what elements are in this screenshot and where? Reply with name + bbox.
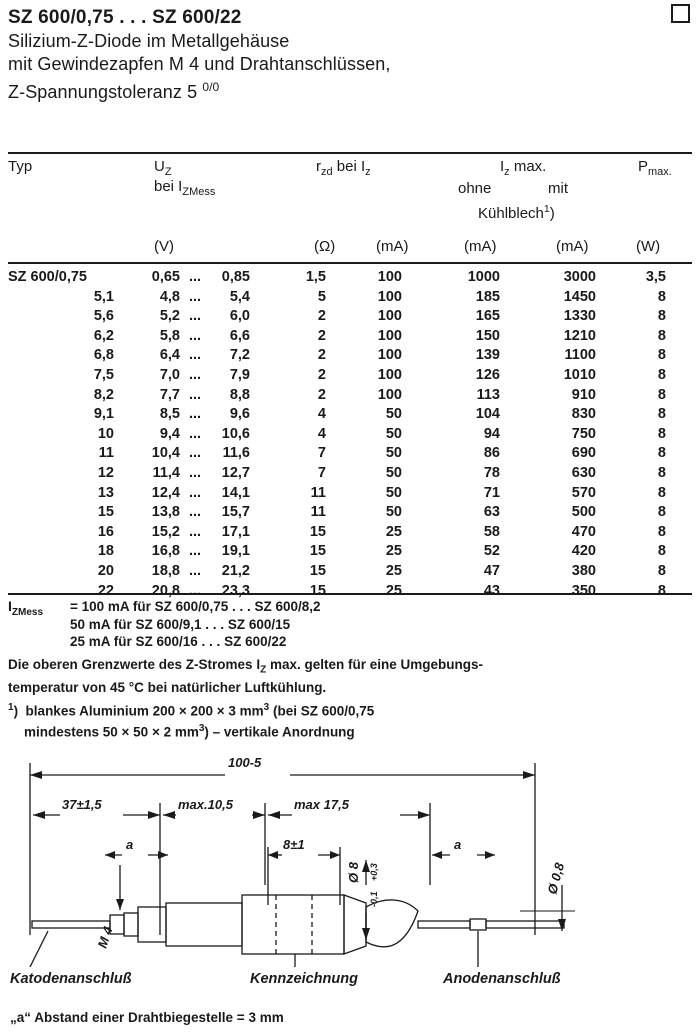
cell-uz-max: 7,2 [229, 347, 250, 364]
cell-pmax: 8 [657, 288, 666, 305]
cell-iz-ohne: 104 [475, 406, 500, 423]
cell-iz-mit: 500 [571, 504, 596, 521]
specification-table [8, 156, 692, 260]
tolerance-text: Z-Spannungstoleranz 5 [8, 82, 203, 102]
cell-uz-max: 9,6 [229, 406, 250, 423]
table-row [8, 503, 692, 523]
cell-iz-mit: 1100 [564, 347, 596, 364]
cell-pmax: 8 [657, 582, 666, 599]
cell-iz-ohne: 71 [483, 484, 500, 501]
cell-iz-ohne: 139 [475, 347, 500, 364]
dim-dia8-label: Ø 8 [346, 862, 361, 883]
dim-dia08-label: Ø 0,8 [544, 861, 568, 896]
cell-iz: 50 [385, 464, 402, 481]
cell-iz-ohne: 150 [475, 327, 500, 344]
cell-uz-min: 12,4 [151, 484, 180, 501]
cell-typ: 9,1 [93, 406, 114, 423]
cell-dots: ... [188, 464, 202, 481]
cell-uz-max: 23,3 [221, 582, 250, 599]
unit-ohm: (Ω) [314, 238, 336, 255]
subtitle-line-1: Silizium-Z-Diode im Metallgehäuse [8, 31, 290, 51]
header-rzd: $r_{zd}$ bei $I_z$ [316, 158, 371, 178]
dim-left-label: 37±1,5 [62, 797, 102, 812]
cell-pmax: 8 [657, 386, 666, 403]
cell-rzd: 4 [317, 406, 326, 423]
cell-iz: 50 [385, 445, 402, 462]
cell-uz-max: 7,9 [229, 366, 250, 383]
cell-uz-max: 10,6 [221, 425, 250, 442]
leader-katode [30, 931, 48, 967]
table-row [8, 484, 692, 504]
cell-iz-mit: 750 [571, 425, 596, 442]
cell-uz-min: 4,8 [159, 288, 180, 305]
table-row [8, 425, 692, 445]
table-row [8, 464, 692, 484]
footnote-1-line-1: $^1$) blankes Aluminium 200 × 200 × 3 $mm^3$ (bei SZ 600/0,75 [8, 702, 375, 719]
arrow-a-left-2 [158, 851, 168, 859]
cell-typ: SZ 600/0,75 [8, 269, 87, 285]
table-row [8, 405, 692, 425]
cell-iz-ohne: 113 [476, 386, 500, 403]
cell-rzd: 11 [310, 504, 326, 521]
table-row [8, 366, 692, 386]
cell-dots: ... [188, 269, 202, 285]
cell-pmax: 3,5 [645, 269, 666, 285]
unit-ma-mit: (mA) [556, 238, 589, 255]
cell-typ: 13 [97, 484, 114, 501]
arrow-8pm1-left [268, 851, 278, 859]
arrow-8pm1-right [330, 851, 340, 859]
cell-iz-ohne: 58 [483, 523, 500, 540]
arrow-175-left [268, 811, 280, 819]
body-taper [344, 895, 366, 954]
cell-uz-min: 16,8 [151, 543, 180, 560]
cell-iz-mit: 470 [571, 523, 596, 540]
cell-rzd: 2 [317, 347, 326, 364]
thread-stud [124, 913, 138, 936]
cell-uz-min: 15,2 [151, 523, 180, 540]
cell-rzd: 15 [309, 543, 326, 560]
cell-uz-max: 17,1 [221, 523, 250, 540]
arrow-105-left [163, 811, 175, 819]
cell-iz: 25 [385, 523, 402, 540]
note-temperature [8, 656, 692, 697]
cell-uz-min: 20,8 [151, 582, 180, 599]
cell-iz: 100 [377, 386, 402, 403]
cell-dots: ... [188, 523, 202, 540]
cell-rzd: 15 [309, 582, 326, 599]
dim-a-left-label: a [126, 837, 134, 852]
cell-iz: 100 [377, 327, 402, 344]
cell-rzd: 7 [317, 464, 326, 481]
cell-uz-min: 7,7 [159, 386, 180, 403]
header-typ: Typ [8, 158, 33, 175]
cell-iz: 25 [385, 543, 402, 560]
cell-uz-max: 15,7 [221, 504, 250, 521]
cell-rzd: 2 [317, 366, 326, 383]
unit-ma-ohne: (mA) [464, 238, 497, 255]
header-pmax: $P_{max.}$ [638, 158, 672, 178]
cell-iz-ohne: 94 [483, 425, 500, 442]
cell-pmax: 8 [657, 464, 666, 481]
izmess-line: 25 mA für SZ 600/16 . . . SZ 600/22 [70, 634, 287, 649]
izmess-values [70, 598, 692, 651]
cell-iz-mit: 1450 [563, 288, 596, 305]
cell-rzd: 15 [309, 523, 326, 540]
body-main [242, 895, 344, 954]
cell-iz: 100 [377, 269, 402, 285]
cell-uz-min: 0,65 [151, 269, 180, 285]
cell-uz-max: 8,8 [229, 386, 250, 403]
table-row [8, 542, 692, 562]
cell-pmax: 8 [657, 347, 666, 364]
cell-iz: 50 [385, 504, 402, 521]
table-row [8, 288, 692, 308]
cell-iz-ohne: 43 [483, 582, 500, 599]
cell-iz: 50 [385, 425, 402, 442]
unit-volt: (V) [154, 238, 174, 255]
cell-pmax: 8 [657, 308, 666, 325]
table-column-headers [8, 156, 692, 260]
cell-rzd: 5 [317, 288, 326, 305]
cell-pmax: 8 [657, 562, 666, 579]
cell-rzd: 15 [309, 562, 326, 579]
cell-typ: 6,8 [93, 347, 114, 364]
dimension-drawing [0, 735, 700, 1005]
cell-typ: 18 [97, 543, 114, 560]
cell-iz-ohne: 1000 [467, 269, 500, 285]
cell-iz-ohne: 126 [475, 366, 500, 383]
cell-uz-min: 5,2 [159, 308, 180, 325]
table-row [8, 444, 692, 464]
drawing-svg [0, 735, 700, 1005]
cell-iz-mit: 630 [571, 464, 596, 481]
arrow-a-left-1 [105, 851, 115, 859]
table-row [8, 562, 692, 582]
table-row [8, 307, 692, 327]
cell-iz-mit: 350 [571, 582, 596, 599]
cell-uz-min: 18,8 [151, 562, 180, 579]
note-temperature-line-1: Die oberen Grenzwerte des Z-Stromes $I_Z$ max. gelten für eine Umgebungs- [8, 656, 483, 676]
cell-uz-min: 13,8 [151, 504, 180, 521]
cell-dots: ... [188, 582, 202, 599]
label-kennzeichnung: Kennzeichnung [250, 971, 358, 987]
cell-rzd: 4 [317, 425, 326, 442]
cell-iz-ohne: 47 [483, 562, 500, 579]
label-anodenanschluss: Anodenanschluß [443, 971, 561, 987]
dim-dia8-tol-bot: -0,1 [369, 891, 379, 907]
cell-uz-min: 8,5 [159, 406, 180, 423]
cell-uz-max: 0,85 [221, 269, 250, 285]
subtitle-line-3 [8, 76, 692, 104]
cell-uz-max: 12,7 [221, 464, 250, 481]
table-row [8, 386, 692, 406]
cathode-lead [32, 921, 110, 928]
cell-uz-min: 6,4 [159, 347, 180, 364]
cell-dots: ... [188, 425, 202, 442]
footnote-1-line-2: mindestens 50 × 50 × 2 $mm^3$) – vertikale Anordnung [24, 723, 355, 740]
cell-dots: ... [188, 445, 202, 462]
cell-dots: ... [188, 366, 202, 383]
cell-uz-min: 5,8 [159, 327, 180, 344]
cell-typ: 10 [97, 425, 114, 442]
cell-iz: 100 [377, 347, 402, 364]
table-row [8, 327, 692, 347]
cell-dots: ... [188, 504, 202, 521]
header-iz-max: $I_z$ max. [500, 158, 547, 178]
cell-iz-mit: 1330 [563, 308, 596, 325]
cell-rzd: 2 [317, 308, 326, 325]
cell-pmax: 8 [657, 366, 666, 383]
note-temperature-line-2: temperatur von 45 °C bei natürlicher Luftkühlung. [8, 679, 327, 695]
unit-ma-rzd: (mA) [376, 238, 409, 255]
anode-lead-a [418, 921, 470, 928]
cell-iz: 100 [377, 308, 402, 325]
cell-uz-max: 14,1 [221, 484, 250, 501]
cell-iz: 50 [385, 484, 402, 501]
cell-iz-mit: 690 [571, 445, 596, 462]
cell-iz: 100 [377, 288, 402, 305]
header-uz: $U_Z$ [154, 158, 172, 178]
cell-iz-mit: 380 [571, 562, 596, 579]
tolerance-percent: 0/0 [202, 80, 220, 94]
notes-block [8, 598, 692, 741]
dim-max105-label: max.10,5 [178, 797, 233, 812]
cell-dots: ... [188, 327, 202, 344]
cell-dots: ... [188, 484, 202, 501]
arrow-105-right [253, 811, 265, 819]
cell-pmax: 8 [657, 504, 666, 521]
page-title: SZ 600/0,75 . . . SZ 600/22 [8, 7, 242, 28]
cell-iz-mit: 420 [571, 543, 596, 560]
cell-iz-mit: 3000 [563, 269, 596, 285]
table-row [8, 523, 692, 543]
drawing-caption: „a“ Abstand einer Drahtbiegestelle = 3 mm [10, 1010, 284, 1025]
cell-dots: ... [188, 406, 202, 423]
cell-pmax: 8 [657, 543, 666, 560]
cell-uz-max: 21,2 [221, 562, 250, 579]
cell-iz: 25 [385, 562, 402, 579]
cell-uz-max: 19,1 [221, 543, 250, 560]
cell-uz-max: 6,6 [229, 327, 250, 344]
cell-uz-min: 10,4 [151, 445, 180, 462]
arrow-37-left [33, 811, 45, 819]
izmess-line: 50 mA für SZ 600/9,1 . . . SZ 600/15 [70, 616, 291, 632]
cell-iz-ohne: 52 [483, 543, 500, 560]
cell-pmax: 8 [657, 406, 666, 423]
cell-dots: ... [188, 562, 202, 579]
cell-typ: 11 [98, 445, 114, 462]
anode-lead-b [486, 921, 564, 928]
cell-pmax: 8 [657, 327, 666, 344]
cell-iz-ohne: 185 [475, 288, 500, 305]
cell-dots: ... [188, 543, 202, 560]
table-row [8, 346, 692, 366]
cell-uz-max: 11,6 [222, 445, 250, 462]
cell-typ: 20 [97, 562, 114, 579]
dim-8pm1-label: 8±1 [283, 837, 305, 852]
arrow-total-left [30, 771, 42, 779]
body-shoulder [166, 903, 242, 946]
cell-uz-min: 7,0 [159, 366, 180, 383]
subtitle-line-2: mit Gewindezapfen M 4 und Drahtanschlüssen, [8, 54, 391, 74]
cell-iz-mit: 570 [571, 484, 596, 501]
cell-uz-max: 6,0 [229, 308, 250, 325]
cell-typ: 16 [97, 523, 114, 540]
cell-typ: 15 [97, 504, 114, 521]
arrow-37-right [148, 811, 160, 819]
cell-iz-ohne: 78 [483, 464, 500, 481]
cell-iz-ohne: 165 [475, 308, 500, 325]
dim-total-label: 100-5 [228, 755, 262, 770]
izmess-line: = 100 mA für SZ 600/0,75 . . . SZ 600/8,2 [70, 599, 321, 614]
table-top-rule [8, 152, 692, 154]
dim-a-right-label: a [454, 837, 462, 852]
cell-rzd: 7 [317, 445, 326, 462]
cell-typ: 5,6 [93, 308, 114, 325]
arrow-a-right-2 [485, 851, 495, 859]
cell-pmax: 8 [657, 445, 666, 462]
table-row [8, 268, 692, 288]
header-uz-sub: bei $I_{ZMess}$ [154, 178, 216, 198]
cell-typ: 6,2 [93, 327, 114, 344]
cell-rzd: 11 [310, 484, 326, 501]
dim-dia8-tol-top: +0,3 [369, 863, 379, 881]
cell-iz-mit: 1210 [563, 327, 596, 344]
label-m4: M 4 [94, 924, 116, 950]
izmess-label: $I_{ZMess}$ [8, 598, 44, 618]
arrow-m4 [116, 899, 124, 910]
cell-dots: ... [188, 288, 202, 305]
cell-rzd: 1,5 [305, 269, 326, 285]
cell-iz-ohne: 86 [483, 445, 500, 462]
dim-max175-label: max 17,5 [294, 797, 349, 812]
cell-typ: 8,2 [93, 386, 114, 403]
cell-pmax: 8 [657, 523, 666, 540]
cell-typ: 7,5 [93, 366, 114, 383]
cell-rzd: 2 [317, 327, 326, 344]
label-katodenanschluss: Katodenanschluß [10, 971, 132, 987]
square-marker-icon [671, 4, 690, 23]
cell-typ: 22 [97, 582, 114, 599]
cell-iz: 25 [385, 582, 402, 599]
cell-uz-max: 5,4 [229, 288, 250, 305]
cell-iz-mit: 830 [571, 406, 596, 423]
cell-typ: 12 [97, 464, 114, 481]
arrow-total-right [523, 771, 535, 779]
cell-uz-min: 9,4 [159, 425, 180, 442]
cell-uz-min: 11,4 [152, 464, 180, 481]
cell-iz-mit: 910 [571, 386, 596, 403]
unit-watt: (W) [636, 238, 661, 255]
cell-dots: ... [188, 386, 202, 403]
cell-iz-ohne: 63 [483, 504, 500, 521]
anode-bend [470, 919, 486, 930]
page-header [8, 6, 692, 104]
table-body [8, 268, 692, 601]
cell-iz-mit: 1010 [563, 366, 596, 383]
cell-iz: 100 [377, 366, 402, 383]
cell-typ: 5,1 [93, 288, 114, 305]
cell-pmax: 8 [657, 484, 666, 501]
header-kuehlblech: Kühlblech$^1$) [478, 203, 555, 222]
header-mit: mit [548, 180, 568, 197]
arrow-a-right-1 [432, 851, 442, 859]
table-header-rule [8, 262, 692, 264]
header-ohne: ohne [458, 180, 492, 197]
cell-dots: ... [188, 308, 202, 325]
body-step [138, 907, 166, 942]
arrow-175-right [418, 811, 430, 819]
cell-rzd: 2 [317, 386, 326, 403]
cell-iz: 50 [385, 406, 402, 423]
cell-dots: ... [188, 347, 202, 364]
cell-pmax: 8 [657, 425, 666, 442]
